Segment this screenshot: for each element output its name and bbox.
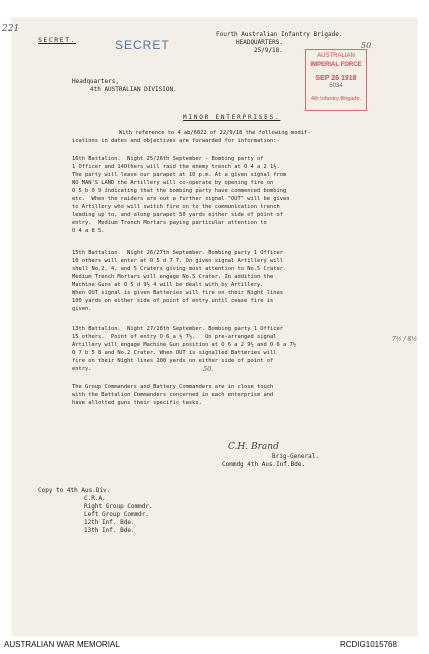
paragraph-line: etc. When the raiders are out a further signal "OUT" will be given <box>72 196 290 202</box>
secret-stamp: SECRET <box>115 38 170 52</box>
imperial-force-stamp <box>305 49 367 111</box>
stamp-brigade: 4th Infantry Brigade. <box>310 96 362 102</box>
paragraph-line: given. <box>72 306 92 312</box>
closing-line: with the Battalion Commanders concerned in each enterprise and <box>72 392 274 398</box>
copy-line: 13th Inf. Bde. <box>84 527 135 534</box>
signature-title: Commdg 4th Aus.Inf.Bde. <box>222 461 306 468</box>
paragraph-line: 1 Officer and 14Others will raid the enemy trench at O 4 a 2 1½. <box>72 164 280 170</box>
paragraph-line: 15th Battalion. Night 26/27th September. Bombing party 1 Officer <box>72 250 283 256</box>
paragraph-line: 13th Battalion. Night 27/28th September. Bombing party 1 Officer <box>72 326 283 332</box>
paragraph-line: fire on their Night lines 100 yards on either side of point of <box>72 358 274 364</box>
paragraph-line: entry. <box>72 366 92 372</box>
paragraph-line: Artillery will engage Machine Gun position at O 6 a 2 9½ and O 6 a 7½ <box>72 342 296 348</box>
paragraph-line: When OUT signal is given Batteries will fire on their Night lines <box>72 290 283 296</box>
stamp-line-2: IMPERIAL FORCE <box>310 62 362 68</box>
stamp-number: 5034 <box>329 83 343 89</box>
paragraph-line: shell No.2, 4, and 5 Craters giving most attention to No.5 Crater. <box>72 266 287 272</box>
document-title: MINOR ENTERPRISES. <box>183 114 281 121</box>
document-date: 25/9/18. <box>254 47 283 54</box>
unit-name: Fourth Australian Infantry Brigade. <box>216 31 343 38</box>
closing-line: have allotted guns their specific tasks. <box>72 400 202 406</box>
copy-line: Right Group Commdr. <box>84 503 153 510</box>
copy-line: C.R.A. <box>84 495 106 502</box>
paragraph-line: Medium Trench Mortars will engage No.5 Crater. In addition the <box>72 274 274 280</box>
stamp-line-1: AUSTRALIAN <box>317 53 355 59</box>
corner-number: 221 <box>2 24 20 34</box>
footer-record-id: RCDIG1015768 <box>340 640 397 649</box>
paragraph-line: The party will leave our parapet at 10 p.m. At a given signal from <box>72 172 287 178</box>
paragraph-line: 15 others. Point of entry O 6 a ½ 7½. On pre-arranged signal <box>72 334 277 340</box>
intro-line-1: With reference to 4 ab/6022 of 22/9/18 the following modif- <box>119 130 311 136</box>
paragraph-line: entry. Medium Trench Mortars paying particular attention to <box>72 220 267 226</box>
paragraph-line: 10 others will enter at O 5 d 7 7. On given signal Artillery will <box>72 258 283 264</box>
paragraph-line: Machine Guns at O 5 d 9½ 4 will be dealt with by Artillery. <box>72 282 264 288</box>
copy-line: Left Group Commdr. <box>84 511 150 518</box>
hq-label: HEADQUARTERS. <box>236 39 283 46</box>
classification-typed: SECRET. <box>38 36 76 44</box>
paragraph-line: leading up to, and along parapet 50 yards either side of point of <box>72 212 283 218</box>
margin-annotation: 7½ / 8½ <box>392 336 418 343</box>
intro-line-2: ications in dates and objectives are forwarded for information:- <box>72 138 280 144</box>
paragraph-line: O 4 a 8 5. <box>72 228 105 234</box>
paragraph-line: NO MAN'S LAND the Artillery will co-operate by opening fire on <box>72 180 274 186</box>
stamp-date: SEP 26 1918 <box>315 75 357 82</box>
paragraph-line: O 5 b 0 9 indicating that the bombing party have commenced bombing <box>72 188 287 194</box>
copy-line: Copy to 4th Aus.Div. <box>38 487 111 494</box>
paragraph-line: 16th Battalion. Night 25/26th September - Bombing party of <box>72 156 264 162</box>
closing-line: The Group Commanders and Battery Commanders are in close touch <box>72 384 274 390</box>
inline-annotation: 50. <box>203 365 214 373</box>
paragraph-line: 100 yards on either side of point of entry until cease fire is <box>72 298 274 304</box>
page-number: 50 <box>361 41 372 50</box>
address-line-2: 4th AUSTRALIAN DIVISION. <box>90 86 177 93</box>
footer-archive-name: AUSTRALIAN WAR MEMORIAL <box>4 640 120 649</box>
handwritten-signature: C.H. Brand <box>228 442 279 452</box>
address-line-1: Headquarters, <box>72 78 119 85</box>
paragraph-line: O 7 b 5 8 and No.2 Crater. When OUT is signalled Batteries will <box>72 350 277 356</box>
copy-line: 12th Inf. Bde. <box>84 519 135 526</box>
paragraph-line: to Artillery who will switch fire on to the communication trench <box>72 204 280 210</box>
signature-rank: Brig-General. <box>272 453 319 460</box>
